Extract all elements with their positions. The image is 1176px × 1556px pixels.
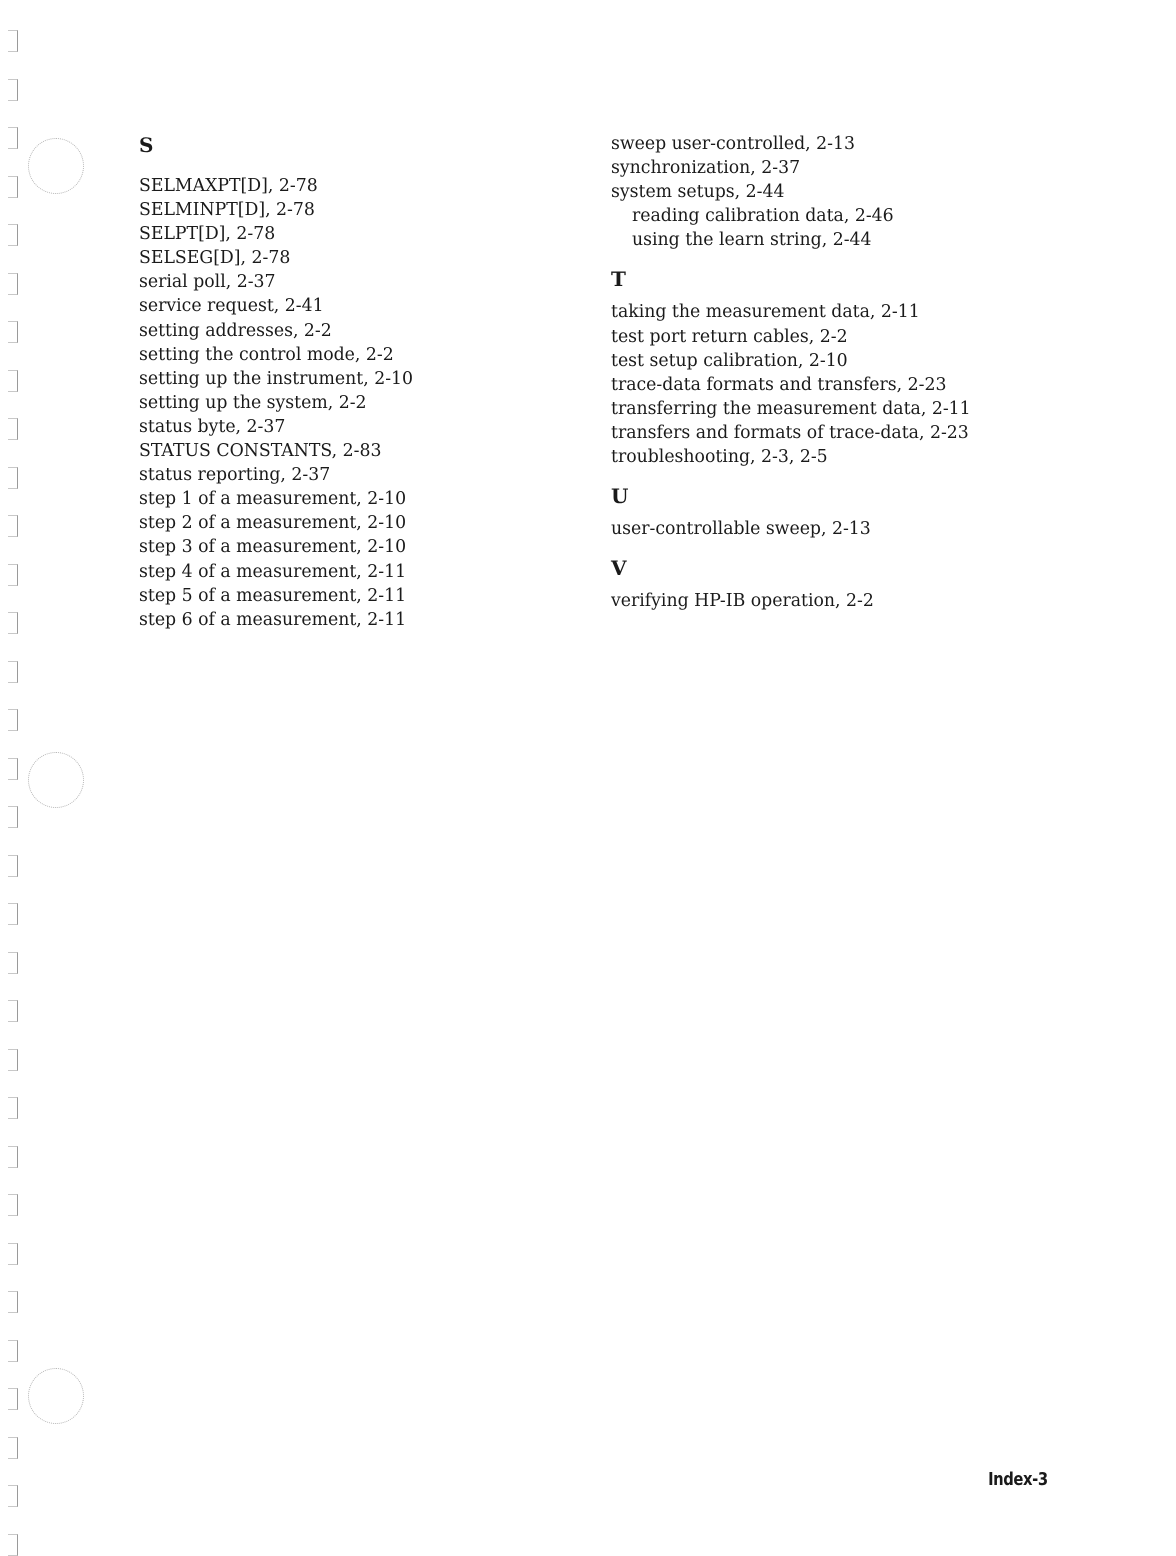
index-entry: SELPT[D], 2-78 <box>139 224 276 245</box>
binding-mark <box>8 709 18 731</box>
binding-mark <box>8 564 18 586</box>
punch-hole-top <box>28 138 84 194</box>
section-letter: V <box>611 556 627 581</box>
index-entry: transferring the measurement data, 2-11 <box>611 398 971 419</box>
index-entry: setting up the system, 2-2 <box>139 392 367 413</box>
index-entry: taking the measurement data, 2-11 <box>611 302 920 323</box>
binding-mark <box>8 1437 18 1459</box>
index-entry: setting the control mode, 2-2 <box>139 344 394 365</box>
binding-mark <box>8 758 18 780</box>
binding-mark <box>8 1000 18 1022</box>
binding-mark <box>8 1340 18 1362</box>
index-entry: trace-data formats and transfers, 2-23 <box>611 374 947 395</box>
binding-mark <box>8 1291 18 1313</box>
binding-mark <box>8 370 18 392</box>
index-entry: test port return cables, 2-2 <box>611 326 848 347</box>
punch-hole-bottom <box>28 1368 84 1424</box>
index-entry: synchronization, 2-37 <box>611 158 801 179</box>
binding-mark <box>8 612 18 634</box>
binding-mark <box>8 1388 18 1410</box>
index-column-right <box>611 132 1051 613</box>
binding-edge <box>0 0 24 1544</box>
index-entry: test setup calibration, 2-10 <box>611 350 848 371</box>
punch-hole-middle <box>28 752 84 808</box>
binding-mark <box>8 661 18 683</box>
index-entry: step 3 of a measurement, 2-10 <box>139 537 407 558</box>
binding-mark <box>8 30 18 52</box>
binding-mark <box>8 1049 18 1071</box>
index-entry: user-controllable sweep, 2-13 <box>611 519 871 540</box>
binding-mark <box>8 176 18 198</box>
index-entry: service request, 2-41 <box>139 296 324 317</box>
binding-mark <box>8 224 18 246</box>
index-entry: step 6 of a measurement, 2-11 <box>139 609 407 630</box>
binding-mark <box>8 1146 18 1168</box>
binding-mark <box>8 79 18 101</box>
index-entry: SELMAXPT[D], 2-78 <box>139 176 318 196</box>
index-entry: SELMINPT[D], 2-78 <box>139 200 315 221</box>
index-subentry: using the learn string, 2-44 <box>632 230 872 251</box>
section-letter: T <box>611 267 626 292</box>
binding-mark <box>8 1534 18 1556</box>
binding-mark <box>8 855 18 877</box>
index-entry: sweep user-controlled, 2-13 <box>611 134 855 154</box>
index-entry: status reporting, 2-37 <box>139 465 331 486</box>
index-column-left <box>139 132 609 632</box>
index-entry: system setups, 2-44 <box>611 182 785 203</box>
index-entry: step 1 of a measurement, 2-10 <box>139 489 407 510</box>
index-entry: serial poll, 2-37 <box>139 272 276 293</box>
binding-mark <box>8 418 18 440</box>
page-label: Index-3 <box>988 1469 1048 1490</box>
binding-mark <box>8 806 18 828</box>
index-entry: transfers and formats of trace-data, 2-23 <box>611 422 969 443</box>
section-letter: U <box>611 484 629 509</box>
index-entry: STATUS CONSTANTS, 2-83 <box>139 441 382 462</box>
binding-mark <box>8 127 18 149</box>
binding-mark <box>8 903 18 925</box>
binding-mark <box>8 273 18 295</box>
index-entry: step 5 of a measurement, 2-11 <box>139 585 407 606</box>
binding-mark <box>8 1194 18 1216</box>
index-entry: setting up the instrument, 2-10 <box>139 368 414 389</box>
index-entry: troubleshooting, 2-3, 2-5 <box>611 447 828 468</box>
index-entry: status byte, 2-37 <box>139 416 286 437</box>
index-subentry: reading calibration data, 2-46 <box>632 206 894 227</box>
index-entry: step 4 of a measurement, 2-11 <box>139 561 407 582</box>
binding-mark <box>8 1243 18 1265</box>
index-entry: setting addresses, 2-2 <box>139 320 332 341</box>
binding-mark <box>8 1097 18 1119</box>
binding-mark <box>8 321 18 343</box>
binding-mark <box>8 515 18 537</box>
binding-mark <box>8 467 18 489</box>
index-entry: verifying HP-IB operation, 2-2 <box>611 591 874 612</box>
binding-mark <box>8 1485 18 1507</box>
binding-mark <box>8 952 18 974</box>
section-letter: S <box>139 133 154 157</box>
index-entry: SELSEG[D], 2-78 <box>139 248 291 269</box>
index-entry: step 2 of a measurement, 2-10 <box>139 513 407 534</box>
